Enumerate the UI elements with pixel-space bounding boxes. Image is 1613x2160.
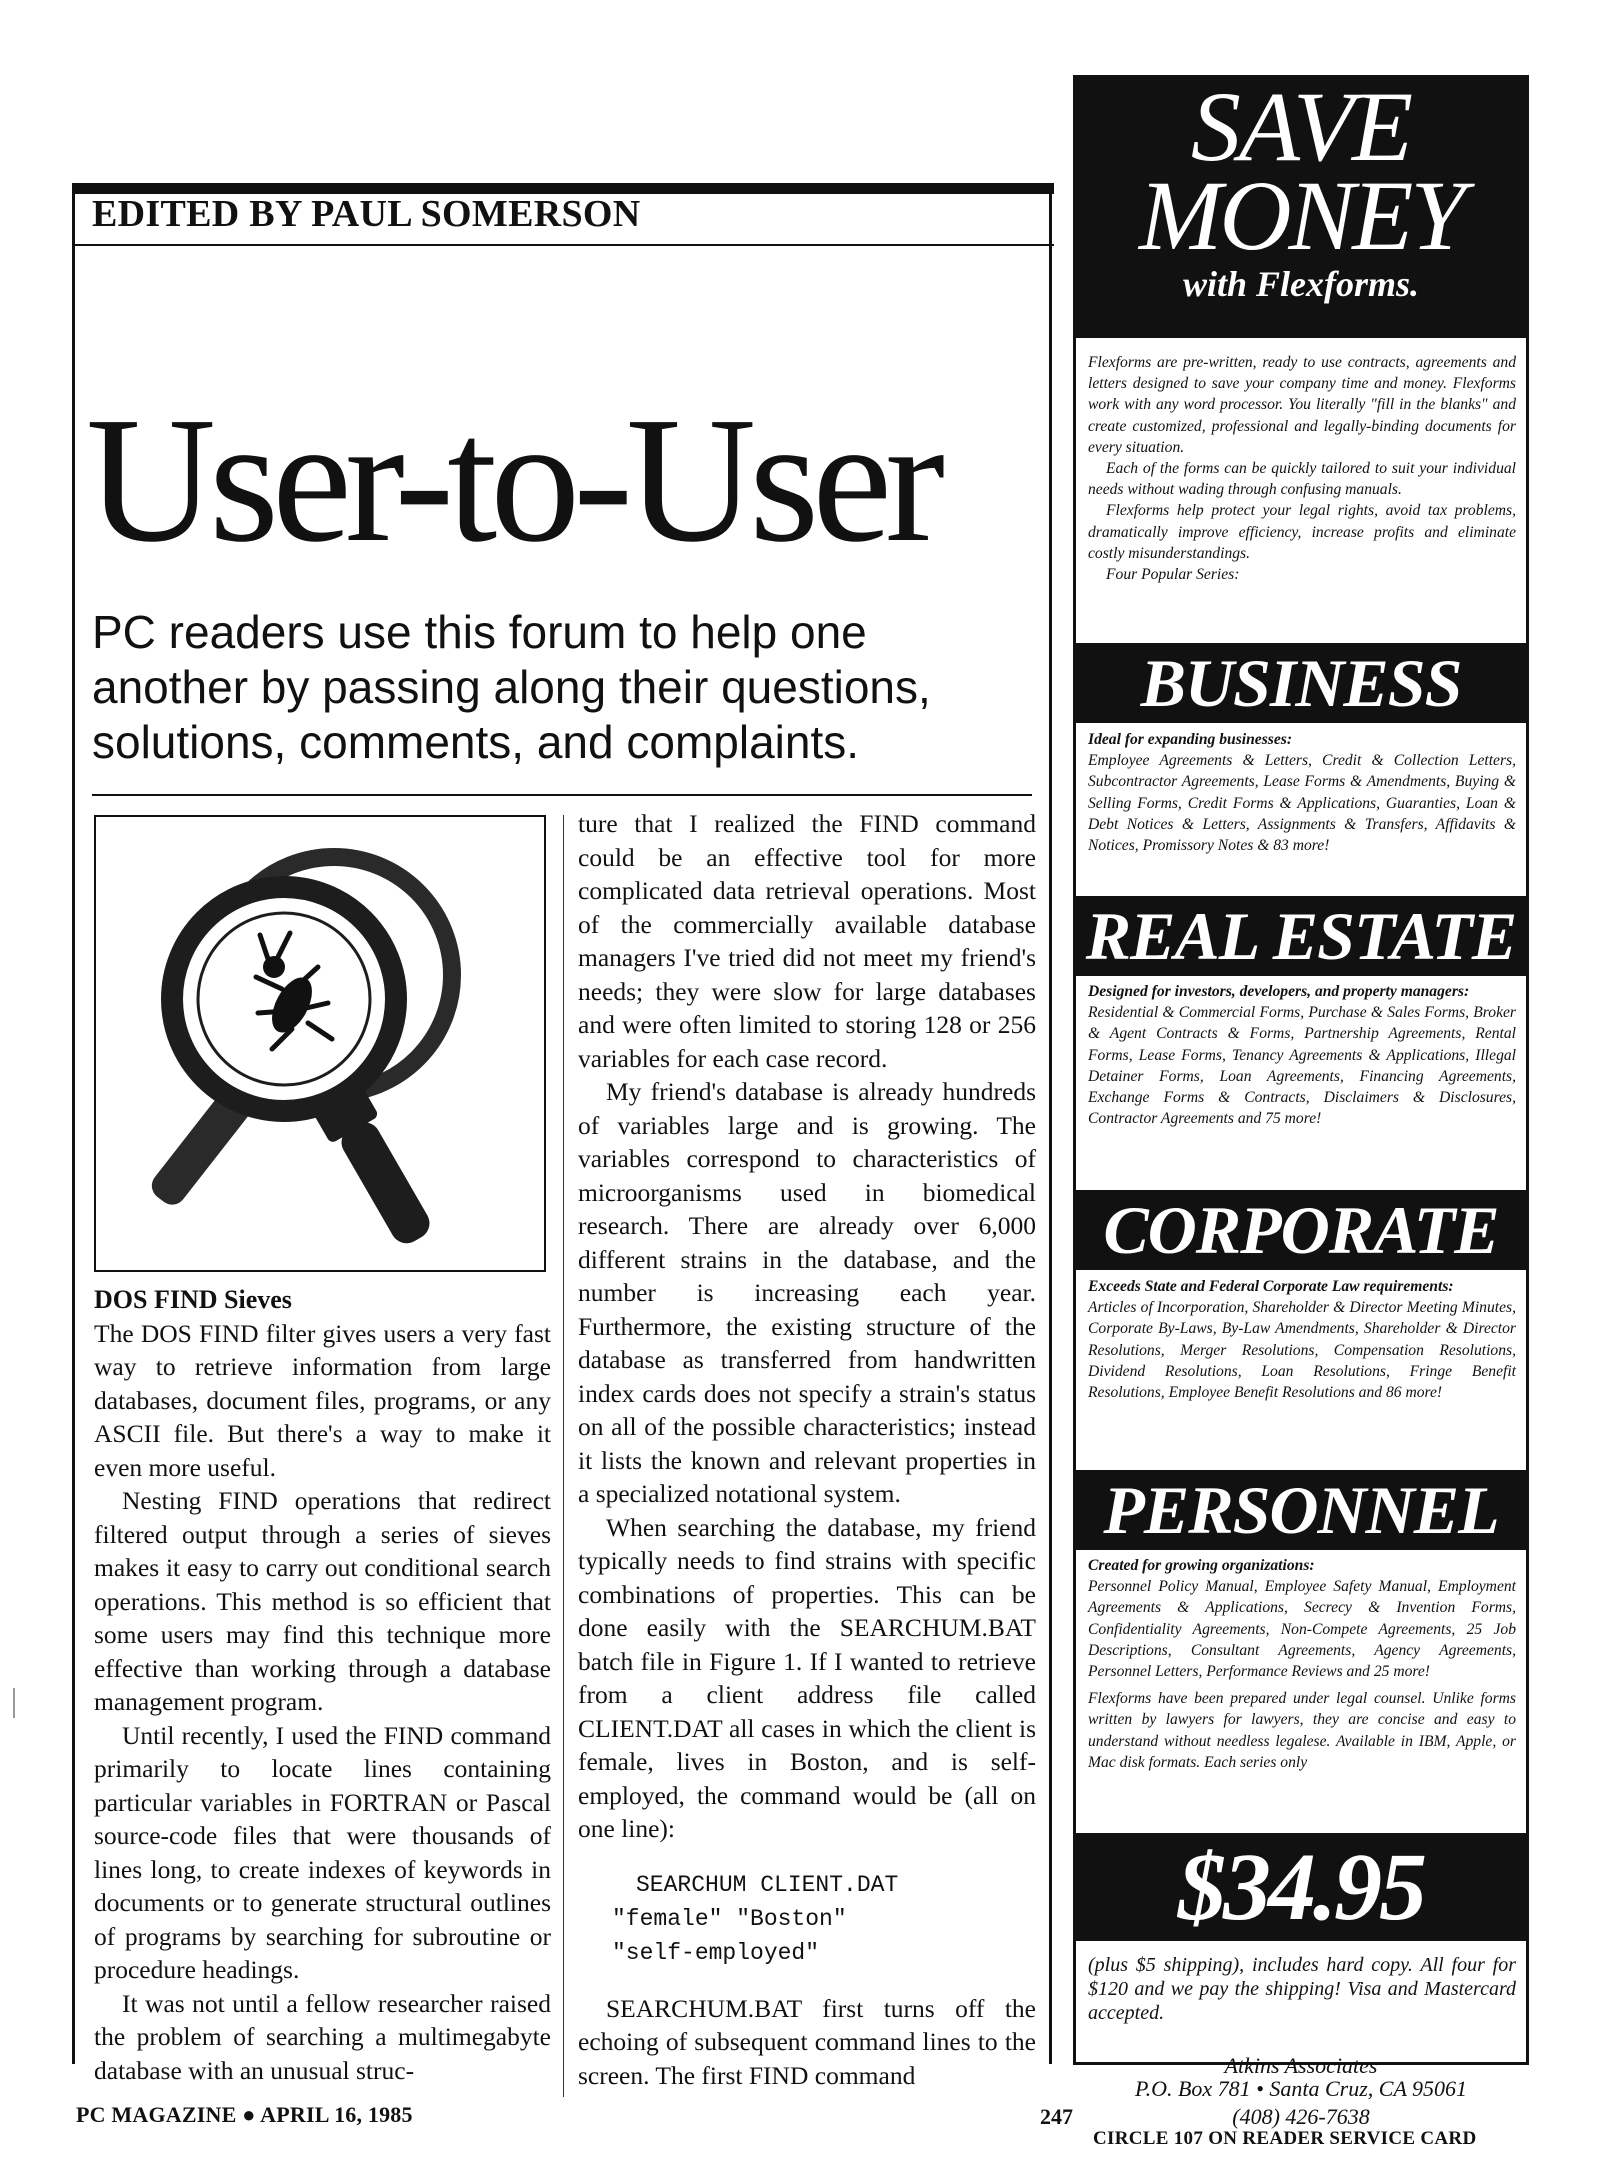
section-heading: DOS FIND Sieves (94, 1285, 292, 1314)
edited-by: EDITED BY PAUL SOMERSON (92, 193, 641, 235)
ad-paragraph: Flexforms are pre-written, ready to use contracts, agreements and letters designed to save your company time and money. Flexforms work with any word processor. You literally "fill in the blanks" and create customized, professional and legally-binding documents for every situation. (1088, 354, 1516, 456)
series-real-estate-band: REAL ESTATE (1076, 896, 1526, 976)
article-column-right (578, 807, 1036, 2092)
code-line: SEARCHUM CLIENT.DAT (636, 1871, 899, 1898)
paragraph: It was not until a fellow researcher raised the problem of searching a multimegabyte database with an unusual struc- (94, 1988, 551, 2085)
series-personnel-band: PERSONNEL (1076, 1470, 1526, 1550)
page-number: 247 (1040, 2104, 1073, 2129)
magazine-footer: PC MAGAZINE ● APRIL 16, 1985 (76, 2102, 413, 2127)
ad-phone: (408) 426-7638 (1232, 2104, 1370, 2129)
paragraph: When searching the database, my friend typically needs to find strains with specific combinations of properties. This can be done easily with the SEARCHUM.BAT batch file in Figure 1. If I wanted to retrieve from a client address file called CLIENT.DAT all cases in which the client is female, lives in Boston, and is self-employed, the command would be (all on one line): (578, 1512, 1036, 1843)
ad-paragraph: Each of the forms can be quickly tailored to suit your individual needs without wading through confusing manuals. (1088, 460, 1516, 499)
ad-address: P.O. Box 781 • Santa Cruz, CA 95061 (1134, 2076, 1468, 2101)
flexforms-ad (1073, 71, 1529, 2078)
series-body: Residential & Commercial Forms, Purchase & Sales Forms, Broker & Agent Contracts & Forms, Partnership Agreements, Rental Forms, Lease Forms, Tenancy Agreements & Applications, Illegal Detainer Forms, Loan Agreements, Financing Agreements, Exchange Forms & Contracts, Disclaimers & Disclosures, Contractor Agreements and 75 more! (1088, 1004, 1516, 1128)
code-line: "self-employed" (612, 1939, 820, 1966)
article-subtitle: PC readers use this forum to help one another by passing along their questions, solutions, comments, and complaints. (92, 606, 931, 768)
price-note-text: (plus $5 shipping), includes hard copy. All four for $120 and we pay the shipping! Visa and Mastercard accepted. (1088, 1954, 1516, 2024)
series-corporate-text (1088, 1276, 1516, 1403)
margin-mark (13, 1688, 15, 1718)
magnifier-icon (96, 817, 548, 1274)
series-corporate-band: CORPORATE (1076, 1190, 1526, 1270)
paragraph: SEARCHUM.BAT first turns off the echoing of subsequent command lines to the screen. The first FIND command (578, 1993, 1036, 2090)
article-column-left (94, 1283, 551, 2087)
ad-money: MONEY (1139, 160, 1463, 271)
code-line: "female" "Boston" (612, 1905, 847, 1932)
series-body: Personnel Policy Manual, Employee Safety Manual, Employment Agreements & Applications, Secrecy & Invention Forms, Confidentiality Agreements, Non-Compete Agreements, 25 Job Descriptions, Consultant Agreements, Agency Agreements, Personnel Letters, Performance Reviews and 25 more! (1088, 1578, 1516, 1681)
subtitle-rule (92, 794, 1032, 796)
paragraph: Nesting FIND operations that redirect filtered output through a series of sieves makes it easy to carry out conditional search operations. This method is so efficient that some users may find this technique more effective than working through a database management program. (94, 1486, 551, 1716)
series-lead: Exceeds State and Federal Corporate Law requirements: (1088, 1278, 1454, 1295)
article-title: User-to-User (86, 380, 939, 579)
ad-with-flexforms: with Flexforms. (1182, 264, 1420, 304)
series-lead: Ideal for expanding businesses: (1088, 731, 1293, 748)
paragraph: Until recently, I used the FIND command primarily to locate lines containing particular variables in FORTRAN or Pascal source-code files that were thousands of lines long, to create indexes of keywords in documents or to generate structural outlines of programs by searching for subroutine or procedure headings. (94, 1720, 551, 1984)
ad-intro (1088, 352, 1516, 585)
series-body: Articles of Incorporation, Shareholder & Director Meeting Minutes, Corporate By-Laws, By-Law Amendments, Shareholder & Director Resolutions, Merger Resolutions, Compensation Resolutions, Dividend Resolutions, Loan Resolutions, Fringe Benefit Resolutions, Employee Benefit Resolutions and 86 more! (1088, 1299, 1516, 1402)
paragraph: The DOS FIND filter gives users a very fast way to retrieve information from large databases, document files, programs, or any ASCII file. But there's a way to make it even more useful. (94, 1318, 551, 1482)
ad-company: Atkins Associates (1224, 2053, 1378, 2078)
code-block (578, 1868, 1036, 1970)
magnifier-bug-illustration (94, 815, 546, 1272)
ad-closing: Flexforms have been prepared under legal counsel. Unlike forms written by lawyers for lawyers, they are concise and easy to understand without needless legalese. Available in IBM, Apple, or Mac disk formats. Each series only (1088, 1690, 1516, 1771)
ad-hero (1076, 71, 1526, 338)
reader-service-note: CIRCLE 107 ON READER SERVICE CARD (1093, 2128, 1477, 2149)
paragraph: ture that I realized the FIND command could be an effective tool for more complicated data retrieval operations. Most of the commercially available database managers I've tried did not meet my friend's needs; they were slow for large databases and were often limited to storing 128 or 256 variables for each case record. (578, 809, 1036, 1073)
series-business-text (1088, 729, 1516, 856)
series-body: Employee Agreements & Letters, Credit & Collection Letters, Subcontractor Agreements, Lease Forms & Amendments, Buying & Selling Forms, Credit Forms & Applications, Guaranties, Loan & Debt Notices & Letters, Assignments & Transfers, Affidavits & Notices, Promissory Notes & 83 more! (1088, 752, 1516, 855)
column-divider (563, 815, 564, 2097)
paragraph: My friend's database is already hundreds of variables large and is growing. The variables correspond to characteristics of microorganisms used in biomedical research. There are already over 6,000 different strains in the database, and the number is increasing each year. Furthermore, the existing structure of the database as transferred from handwritten index cards does not specify a strain's status on all of the possible characteristics; instead it lists the known and relevant properties in a specialized notational system. (578, 1077, 1036, 1508)
series-lead: Designed for investors, developers, and property managers: (1088, 983, 1470, 1000)
ad-save: SAVE (1190, 71, 1412, 182)
series-lead: Created for growing organizations: (1088, 1557, 1315, 1574)
header-rule (72, 244, 1054, 246)
price-band: $34.95 (1076, 1833, 1526, 1941)
series-personnel-text (1088, 1555, 1516, 1773)
price-note (1088, 1953, 1516, 2025)
ad-paragraph: Four Popular Series: (1106, 566, 1240, 584)
ad-paragraph: Flexforms help protect your legal rights, avoid tax problems, dramatically improve efficiency, increase profits and eliminate costly misunderstandings. (1088, 502, 1516, 562)
series-real-estate-text (1088, 981, 1516, 1129)
series-business-band: BUSINESS (1076, 643, 1526, 723)
